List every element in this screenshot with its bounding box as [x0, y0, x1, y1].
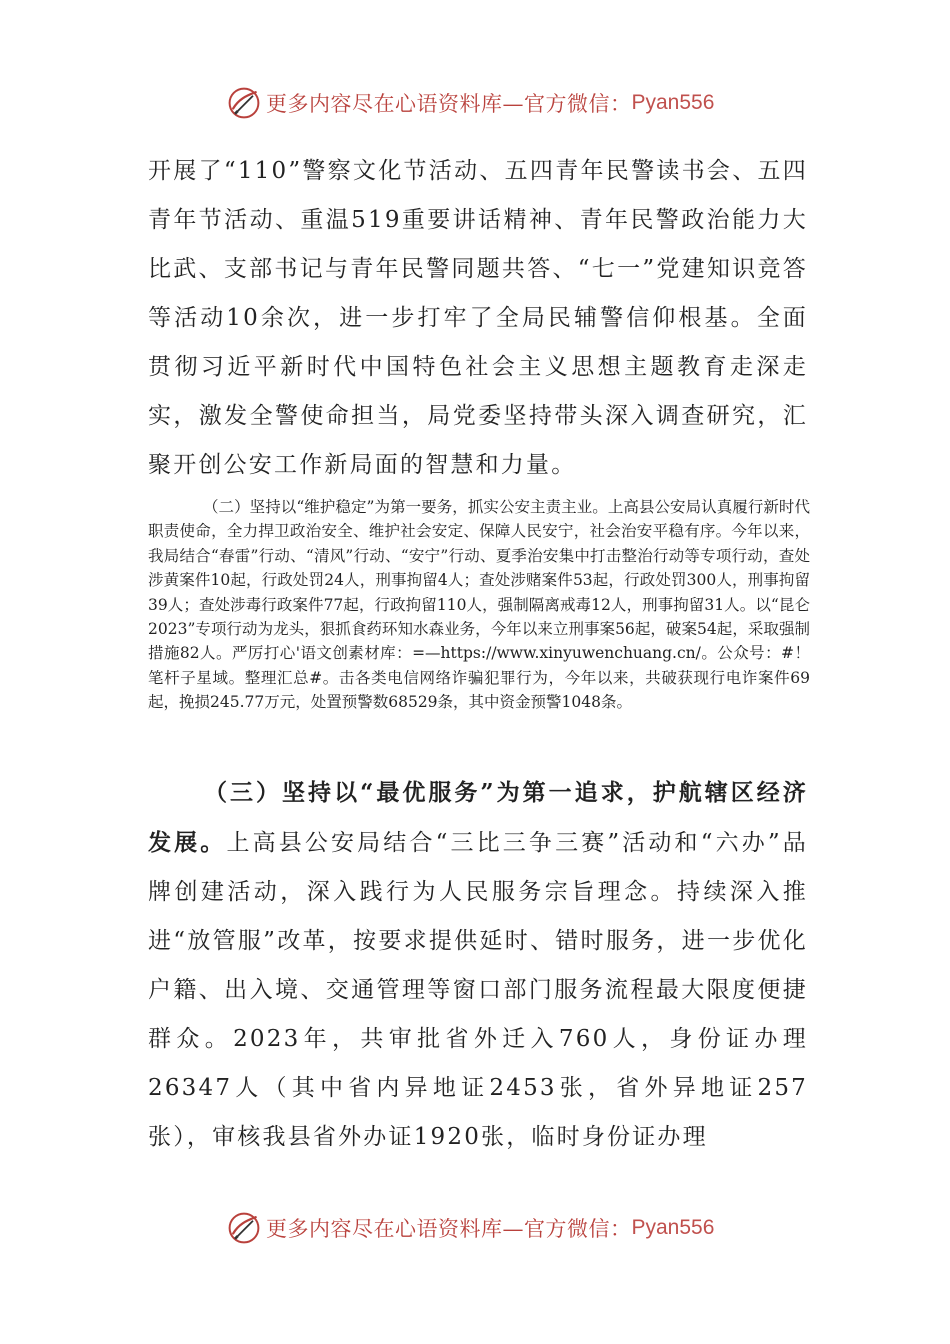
paragraph-1: 开展了“110”警察文化节活动、五四青年民警读书会、五四青年节活动、重温519重要讲话精神、青年民警政治能力大比武、支部书记与青年民警同题共答、“七一”党建知识竞答等活动10余次，进一步打牢了全局民辅警信仰根基。全面贯彻习近平新时代中国特色社会主义思想主题教育走深走实，激发全警使命担当，局党委坚持带头深入调查研究，汇聚开创公安工作新局面的智慧和力量。	[148, 158, 808, 478]
paragraph-3	[148, 768, 808, 1162]
pen-logo-icon	[226, 85, 262, 121]
header-banner-text: 更多内容尽在心语资料库—官方微信：	[266, 92, 632, 116]
paragraph-3-heading: （三）坚持以“最优服务”为第一追求，护航辖区经济发展。	[148, 779, 808, 856]
footer-banner-text: 更多内容尽在心语资料库—官方微信：	[266, 1217, 632, 1241]
footer-banner	[226, 1208, 746, 1248]
footer-banner-wechat-id: Pyan556	[631, 1216, 715, 1239]
pen-logo-icon	[226, 1210, 262, 1246]
header-banner-wechat-id: Pyan556	[631, 91, 715, 114]
paragraph-3-body: 上高县公安局结合“三比三争三赛”活动和“六办”品牌创建活动，深入践行为人民服务宗旨理念。持续深入推进“放管服”改革，按要求提供延时、错时服务，进一步优化户籍、出入境、交通管理等窗口部门服务流程最大限度便捷群众。2023年，共审批省外迁入760人，身份证办理26347人（其中省内异地证2453张，省外异地证257张），审核我县省外办证1920张，临时身份证办理	[148, 830, 808, 1150]
paragraph-2: （二）坚持以“维护稳定”为第一要务，抓实公安主责主业。上高县公安局认真履行新时代职责使命，全力捍卫政治安全、维护社会安定、保障人民安宁，社会治安平稳有序。今年以来，我局结合“春雷”行动、“清风”行动、“安宁”行动、夏季治安集中打击整治行动等专项行动，查处涉黄案件10起，行政处罚24人，刑事拘留4人；查处涉赌案件53起，行政处罚300人，刑事拘留39人；查处涉毒行政案件77起，行政拘留110人，强制隔离戒毒12人，刑事拘留31人。以“昆仑2023”专项行动为龙头，狠抓食药环知水森业务，今年以来立刑事案56起，破案54起，采取强制措施82人。严厉打心'语文创素材库：=—https://www.xinyuwenchuang.cn/。公众号：#！笔杆子星域。整理汇总#。击各类电信网络诈骗犯罪行为，今年以来，共破获现行电诈案件69起，挽损245.77万元，处置预警数68529条，其中资金预警1048条。	[148, 498, 810, 712]
header-banner	[226, 83, 746, 123]
